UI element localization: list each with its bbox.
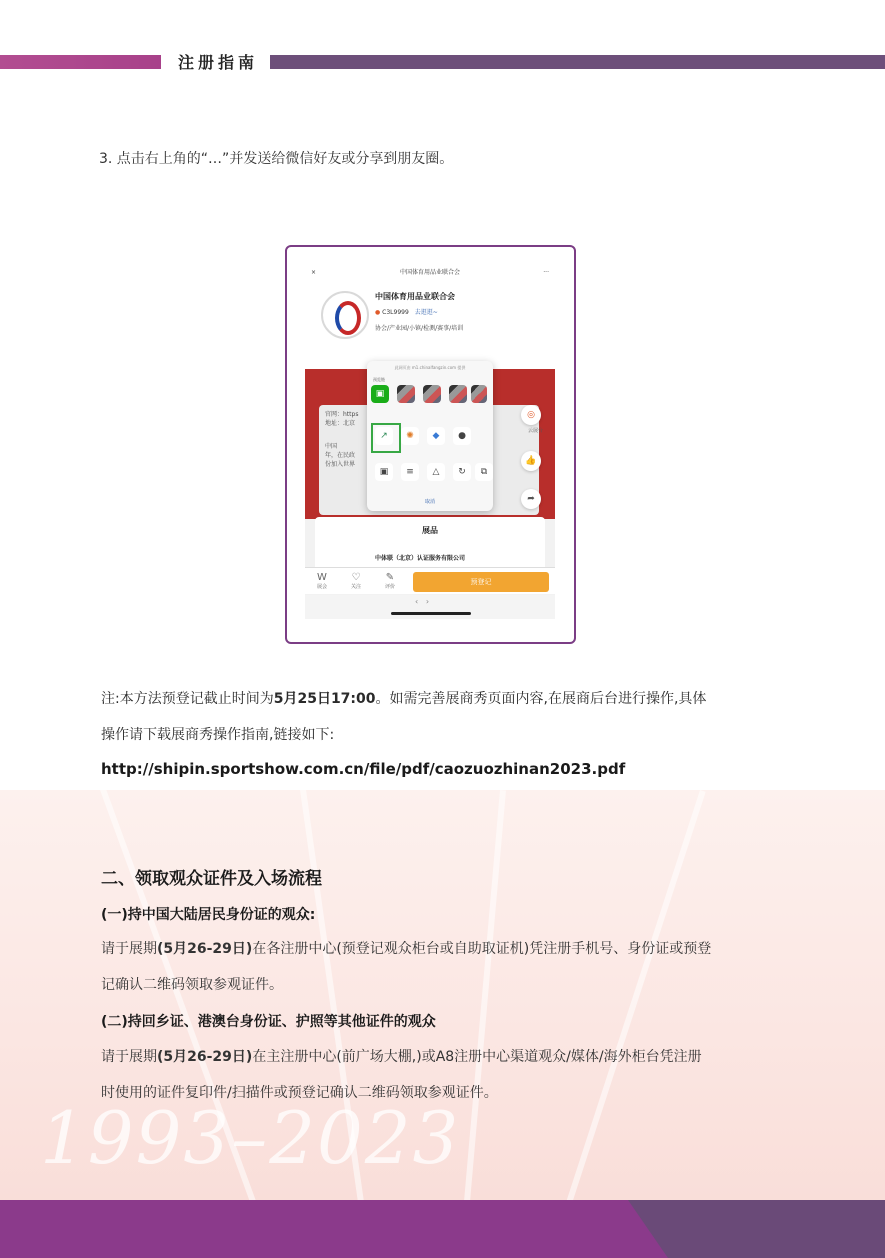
- page-title: 注册指南: [178, 53, 259, 72]
- moments-icon[interactable]: ✺: [401, 427, 419, 445]
- copy-link-icon[interactable]: ⧉: [475, 463, 493, 481]
- forward-highlight-box: [371, 423, 401, 453]
- para-text: 请于展期: [101, 941, 157, 957]
- phone-screenshot-frame: [285, 245, 576, 644]
- subsection-1-heading: (一)持中国大陆居民身份证的观众:: [101, 907, 316, 923]
- more-icon: ···: [543, 269, 549, 276]
- edit-icon: ✎: [385, 572, 395, 583]
- app-icon[interactable]: ◆: [427, 427, 445, 445]
- nav-label: 展会: [316, 584, 327, 590]
- sheet-caption: 预览链: [373, 377, 385, 382]
- contact-avatar[interactable]: [423, 385, 441, 403]
- qq-icon[interactable]: ●: [453, 427, 471, 445]
- org-logo: [321, 291, 369, 339]
- booth-link: 去逛逛~: [414, 309, 438, 316]
- info-line: 份加入世界: [325, 461, 356, 468]
- category-tags: 协会/产业园/小镇/检测/赛事/培训: [375, 325, 464, 332]
- nav-label: 关注: [350, 584, 361, 590]
- watermark-year: 1993–2023: [40, 1096, 461, 1180]
- step-3-text: 3. 点击右上角的“…”并发送给微信好友或分享到朋友圈。: [99, 151, 454, 167]
- note-line-2: 操作请下载展商秀操作指南,链接如下:: [101, 727, 335, 743]
- contact-avatar[interactable]: [449, 385, 467, 403]
- date-text: (5月26-29日): [157, 941, 253, 957]
- header-bar-right: [270, 55, 885, 69]
- section-2-heading: 二、领取观众证件及入场流程: [101, 869, 322, 889]
- background-track-graphic: [0, 790, 885, 1200]
- exhibitor-card: [305, 279, 555, 369]
- para-text: 请于展期: [101, 1049, 157, 1065]
- phone-title-bar: [305, 267, 555, 279]
- exhibits-card: [315, 517, 545, 573]
- booth-label: C3L9999: [382, 309, 409, 316]
- share-sheet: [367, 361, 493, 511]
- cloud-booth-label: 云展台: [527, 428, 543, 434]
- info-line: 地址：北京: [325, 420, 356, 427]
- home-indicator: [305, 595, 555, 619]
- para-text: 在主注册中心(前广场大棚,)或A8注册中心渠道观众/媒体/海外柜台凭注册: [252, 1049, 702, 1065]
- note-line-1: [101, 688, 706, 708]
- deadline-text: 5月25日17:00: [273, 691, 376, 707]
- guide-link[interactable]: http://shipin.sportshow.com.cn/file/pdf/caozuozhinan2023.pdf: [101, 760, 626, 778]
- cloud-booth-icon[interactable]: ◎: [521, 405, 541, 425]
- booth-number: ● C3L9999 去逛逛~: [375, 309, 438, 316]
- share-contacts-row: [371, 385, 489, 413]
- footer-accent: [628, 1200, 885, 1258]
- sheet-header: 此网页由 m1.chinalfangzin.com 提供: [394, 365, 466, 370]
- exhibits-heading: 展品: [422, 526, 438, 535]
- heart-icon: ♡: [351, 572, 361, 583]
- info-line: 中国: [325, 443, 338, 450]
- share-actions-row: [371, 463, 489, 491]
- contact-avatar[interactable]: [397, 385, 415, 403]
- phone-page-title: 中国体育用品业联合会: [399, 269, 460, 276]
- info-line: 年，在民政: [325, 452, 356, 459]
- info-line: 官网：https: [325, 411, 359, 418]
- home-bar: [391, 612, 471, 615]
- paragraph-2-line-2: 时使用的证件复印件/扫描件或预登记确认二维码领取参观证件。: [101, 1085, 498, 1101]
- paragraph-2-line-1: [101, 1046, 702, 1066]
- note-text: 注:本方法预登记截止时间为: [101, 691, 274, 707]
- phone-bottom-bar: [305, 567, 555, 594]
- paragraph-1-line-2: 记确认二维码领取参观证件。: [101, 977, 283, 993]
- share-apps-row: [371, 427, 489, 455]
- header-bar-left: [0, 55, 161, 69]
- para-text: 在各注册中心(预登记观众柜台或自助取证机)凭注册手机号、身份证或预登: [252, 941, 712, 957]
- nav-label: 评价: [384, 584, 395, 590]
- note-text: 。如需完善展商秀页面内容,在展商后台进行操作,具体: [375, 691, 707, 707]
- nav-arrows-icon: ‹ ›: [415, 597, 430, 606]
- float-window-icon[interactable]: ▣: [375, 463, 393, 481]
- forward-icon[interactable]: ↗: [375, 427, 393, 445]
- share-icon[interactable]: ➦: [521, 489, 541, 509]
- subsection-2-heading: (二)持回乡证、港澳台身份证、护照等其他证件的观众: [101, 1014, 436, 1030]
- refresh-icon[interactable]: ↻: [453, 463, 471, 481]
- close-icon: ×: [311, 269, 317, 276]
- nav-follow[interactable]: [341, 572, 371, 590]
- contact-avatar[interactable]: [471, 385, 487, 403]
- nav-expo[interactable]: [307, 572, 337, 590]
- like-icon[interactable]: 👍: [521, 451, 541, 471]
- pre-register-button[interactable]: 预登记: [413, 572, 549, 592]
- folder-icon[interactable]: ▣: [371, 385, 389, 403]
- org-name: 中国体育用品业联合会: [375, 292, 455, 301]
- nav-review[interactable]: [375, 572, 405, 590]
- expo-icon: W: [317, 572, 327, 583]
- cancel-button[interactable]: 取消: [424, 499, 435, 505]
- report-icon[interactable]: △: [427, 463, 445, 481]
- list-icon[interactable]: ≡: [401, 463, 419, 481]
- paragraph-1-line-1: [101, 938, 711, 958]
- date-text: (5月26-29日): [157, 1049, 253, 1065]
- company-name: 中体联（北京）认证服务有限公司: [375, 555, 466, 562]
- phone-screen: [305, 267, 555, 619]
